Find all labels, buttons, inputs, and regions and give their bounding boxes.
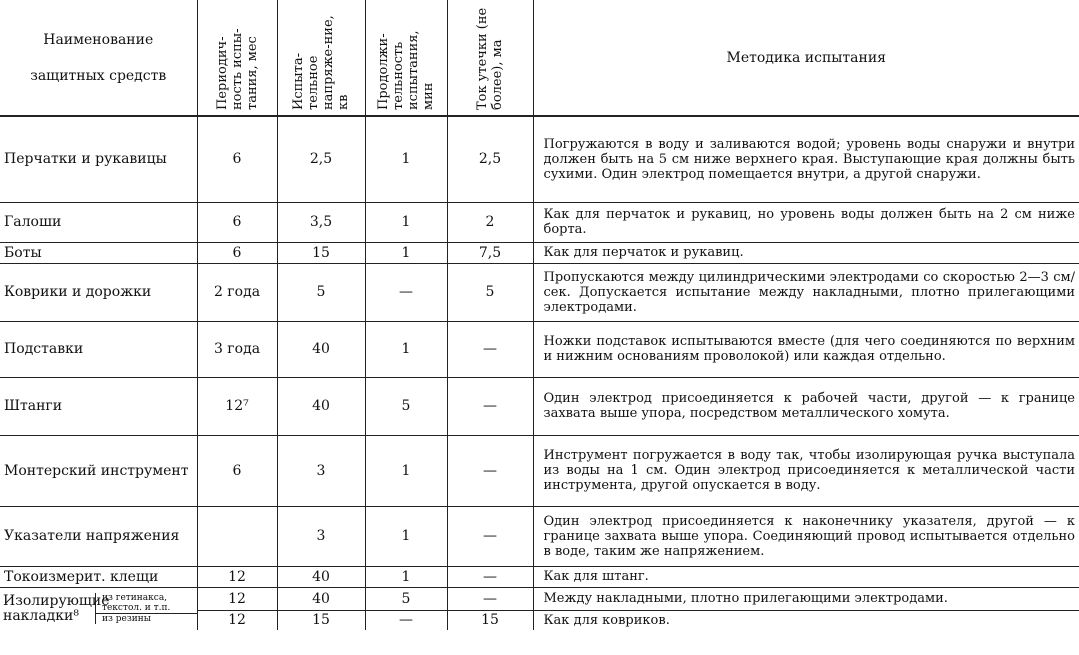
row-duration: 1 xyxy=(365,202,447,242)
header-name-line2: защитных средств xyxy=(30,67,167,84)
row-name: Указатели напряжения xyxy=(0,506,197,566)
row-method: Пропускаются между цилиндрическими электродами со скоростью 2—3 см/сек. Допускается испытание между накладными, плотно прилегающими электродами. xyxy=(533,263,1079,321)
table-row xyxy=(0,263,1079,321)
table-row xyxy=(0,566,1079,587)
row-voltage: 5 xyxy=(277,263,365,321)
row-period: 6 xyxy=(197,202,277,242)
row-voltage: 3,5 xyxy=(277,202,365,242)
pads-sub1: из гетинакса, текстол. и т.п. xyxy=(102,593,171,614)
pads-name: Изолирующие накладки⁸ xyxy=(0,593,96,624)
row-voltage: 3 xyxy=(277,506,365,566)
row-name: Токоизмерит. клещи xyxy=(0,566,197,587)
row-method: Между накладными, плотно прилегающими электродами. xyxy=(533,587,1079,610)
row-method: Погружаются в воду и заливаются водой; уровень воды снаружи и внутри должен быть на 5 см ниже верхнего края. Выступающие края должны быть сухими. Один электрод помещается внутри, а другой снаружи. xyxy=(533,116,1079,202)
row-current: — xyxy=(447,566,533,587)
row-name: Перчатки и рукавицы xyxy=(0,116,197,202)
table-row xyxy=(0,377,1079,435)
row-voltage: 3 xyxy=(277,435,365,506)
header-current-text: Ток утечки (не более), ма xyxy=(475,7,505,110)
table-row xyxy=(0,202,1079,242)
row-name: Коврики и дорожки xyxy=(0,263,197,321)
header-duration xyxy=(365,0,447,116)
header-name xyxy=(0,0,197,116)
row-current: — xyxy=(447,587,533,610)
row-period: 2 года xyxy=(197,263,277,321)
row-method: Один электрод присоединяется к рабочей части, другой — к границе захвата выше упора, посредством металлического хомута. xyxy=(533,377,1079,435)
row-duration: 5 xyxy=(365,377,447,435)
row-name: Монтерский инструмент xyxy=(0,435,197,506)
row-period: 12 xyxy=(197,587,277,610)
row-current: 5 xyxy=(447,263,533,321)
pads-subtypes xyxy=(96,593,197,624)
table-row xyxy=(0,587,1079,610)
row-current: — xyxy=(447,435,533,506)
header-voltage-text: Испыта-тельное напряже-ние, кв xyxy=(291,15,351,110)
row-method: Инструмент погружается в воду так, чтобы изолирующая ручка выступала из воды на 1 см. Один электрод присоединяется к металлической части инструмента, другой опускается в воду. xyxy=(533,435,1079,506)
table-row xyxy=(0,506,1079,566)
table-row xyxy=(0,435,1079,506)
row-method: Один электрод присоединяется к наконечнику указателя, другой — к границе захвата выше упора. Соединяющий провод испытывается отдельно в воде, таким же напряжением. xyxy=(533,506,1079,566)
row-duration: 1 xyxy=(365,506,447,566)
row-current: — xyxy=(447,321,533,377)
row-duration: 1 xyxy=(365,566,447,587)
row-period xyxy=(197,506,277,566)
row-voltage: 15 xyxy=(277,242,365,263)
header-period xyxy=(197,0,277,116)
row-period: 6 xyxy=(197,116,277,202)
header-period-text: Периодич-ность испы-тания, мес xyxy=(214,28,260,110)
row-period: 12⁷ xyxy=(197,377,277,435)
row-method: Как для ковриков. xyxy=(543,612,670,628)
row-duration: — xyxy=(365,610,447,630)
header-current xyxy=(447,0,533,116)
row-duration: 5 xyxy=(365,587,447,610)
row-method: Как для штанг. xyxy=(533,566,1079,587)
pads-split xyxy=(0,593,197,624)
table-header-row xyxy=(0,0,1079,116)
table-row xyxy=(0,116,1079,202)
pads-name-cell xyxy=(0,587,197,630)
header-method: Методика испытания xyxy=(533,0,1079,116)
row-period: 6 xyxy=(197,242,277,263)
row-duration: 1 xyxy=(365,435,447,506)
row-duration: 1 xyxy=(365,321,447,377)
header-duration-text: Продолжи-тельность испытания, мин xyxy=(376,30,436,110)
table-row xyxy=(0,321,1079,377)
row-voltage: 40 xyxy=(277,377,365,435)
row-voltage: 15 xyxy=(277,610,365,630)
row-current: 2 xyxy=(447,202,533,242)
row-current: — xyxy=(447,377,533,435)
row-method: Как для перчаток и рукавиц, но уровень воды должен быть на 2 см ниже борта. xyxy=(533,202,1079,242)
row-method: Как для перчаток и рукавиц. xyxy=(533,242,1079,263)
header-name-line1: Наименование xyxy=(43,31,154,48)
row-duration: 1 xyxy=(365,242,447,263)
row-voltage: 40 xyxy=(277,587,365,610)
row-current: 2,5 xyxy=(447,116,533,202)
header-voltage xyxy=(277,0,365,116)
row-name: Штанги xyxy=(0,377,197,435)
pads-sub2: из резины xyxy=(96,613,197,624)
table-row xyxy=(0,242,1079,263)
row-name: Боты xyxy=(0,242,197,263)
row-period: 12 xyxy=(197,610,277,630)
row-period: 3 года xyxy=(197,321,277,377)
row-name: Галоши xyxy=(0,202,197,242)
row-name: Подставки xyxy=(0,321,197,377)
row-period: 12 xyxy=(197,566,277,587)
row-current: 7,5 xyxy=(447,242,533,263)
row-duration: — xyxy=(365,263,447,321)
row-current: 15 xyxy=(447,610,533,630)
row-current: — xyxy=(447,506,533,566)
row-voltage: 40 xyxy=(277,566,365,587)
row-voltage: 2,5 xyxy=(277,116,365,202)
row-method: Ножки подставок испытываются вместе (для чего соединяются по верхним и нижним основаниям проволокой) или каждая отдельно. xyxy=(533,321,1079,377)
row-period: 6 xyxy=(197,435,277,506)
row-voltage: 40 xyxy=(277,321,365,377)
row-duration: 1 xyxy=(365,116,447,202)
